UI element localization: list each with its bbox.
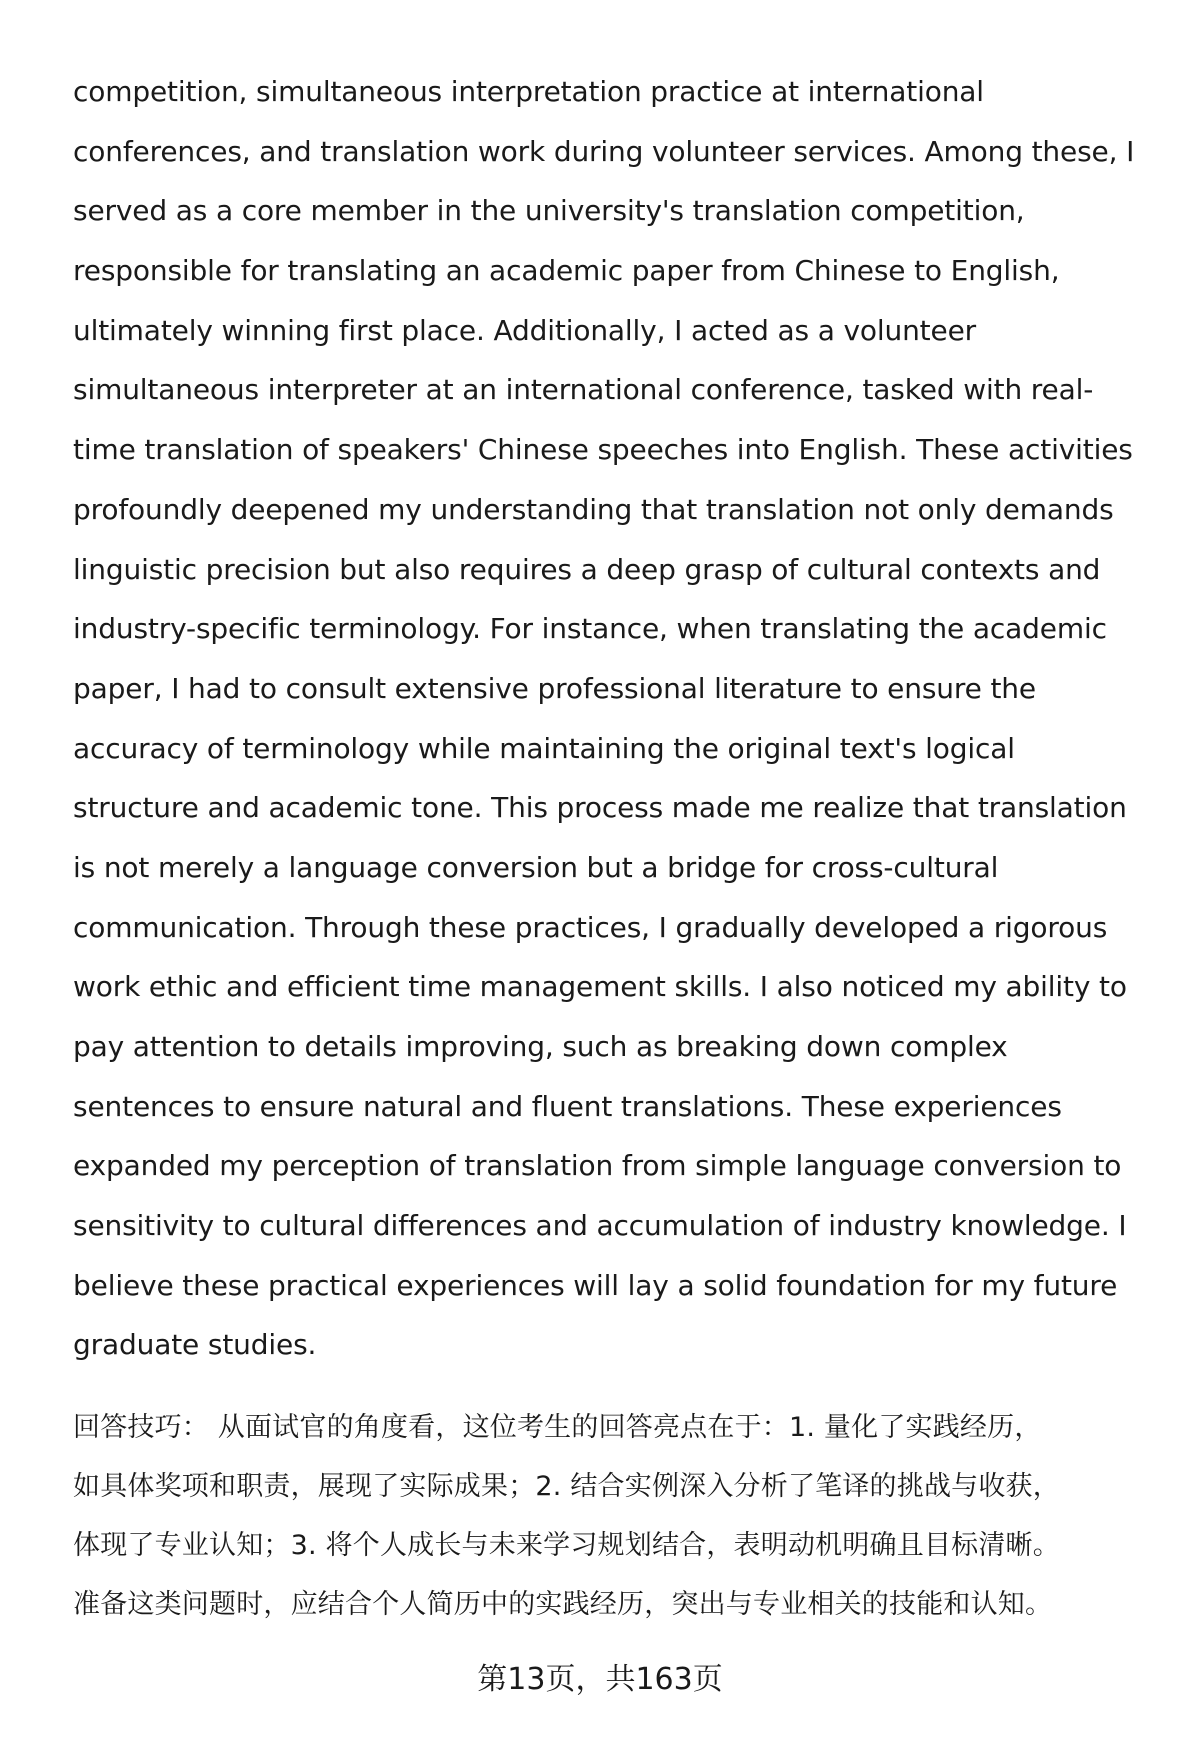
body-line: accuracy of terminology while maintaining the original text's logical: [73, 731, 1015, 765]
body-line: graduate studies.: [73, 1328, 317, 1362]
body-line: ultimately winning first place. Additionally, I acted as a volunteer: [73, 313, 977, 347]
body-line: communication. Through these practices, I gradually developed a rigorous: [73, 910, 1108, 944]
body-line: conferences, and translation work during volunteer services. Among these, I: [73, 134, 1135, 168]
body-line: simultaneous interpreter at an international conference, tasked with real-: [73, 373, 1094, 407]
tip-line: 准备这类问题时，应结合个人简历中的实践经历，突出与专业相关的技能和认知。: [73, 1589, 1053, 1620]
body-line: structure and academic tone. This process made me realize that translation: [73, 791, 1127, 825]
body-line: paper, I had to consult extensive professional literature to ensure the: [73, 671, 1036, 705]
body-line: served as a core member in the university's translation competition,: [73, 194, 1025, 228]
body-line: sensitivity to cultural differences and accumulation of industry knowledge. I: [73, 1209, 1127, 1243]
body-line: expanded my perception of translation from simple language conversion to: [73, 1149, 1122, 1183]
body-line: believe these practical experiences will lay a solid foundation for my future: [73, 1268, 1118, 1302]
body-line: linguistic precision but also requires a deep grasp of cultural contexts and: [73, 552, 1101, 586]
body-line: profoundly deepened my understanding that translation not only demands: [73, 492, 1114, 526]
body-line: is not merely a language conversion but a bridge for cross-cultural: [73, 850, 999, 884]
answer-tip: [73, 1398, 1163, 1634]
body-line: responsible for translating an academic paper from Chinese to English,: [73, 254, 1060, 288]
answer-body: [73, 62, 1163, 1375]
body-line: sentences to ensure natural and fluent translations. These experiences: [73, 1089, 1062, 1123]
body-line: industry-specific terminology. For instance, when translating the academic: [73, 612, 1107, 646]
tip-line: 如具体奖项和职责，展现了实际成果；2. 结合实例深入分析了笔译的挑战与收获，: [73, 1471, 1060, 1502]
tip-line: 回答技巧： 从面试官的角度看，这位考生的回答亮点在于：1. 量化了实践经历，: [73, 1412, 1042, 1443]
tip-line: 体现了专业认知；3. 将个人成长与未来学习规划结合，表明动机明确且目标清晰。: [73, 1530, 1060, 1561]
body-line: pay attention to details improving, such as breaking down complex: [73, 1030, 1008, 1063]
body-line: time translation of speakers' Chinese speeches into English. These activities: [73, 433, 1133, 467]
body-line: competition, simultaneous interpretation practice at international: [73, 75, 984, 108]
page-number: 第13页，共163页: [477, 1662, 723, 1697]
body-line: work ethic and efficient time management skills. I also noticed my ability to: [73, 970, 1127, 1004]
